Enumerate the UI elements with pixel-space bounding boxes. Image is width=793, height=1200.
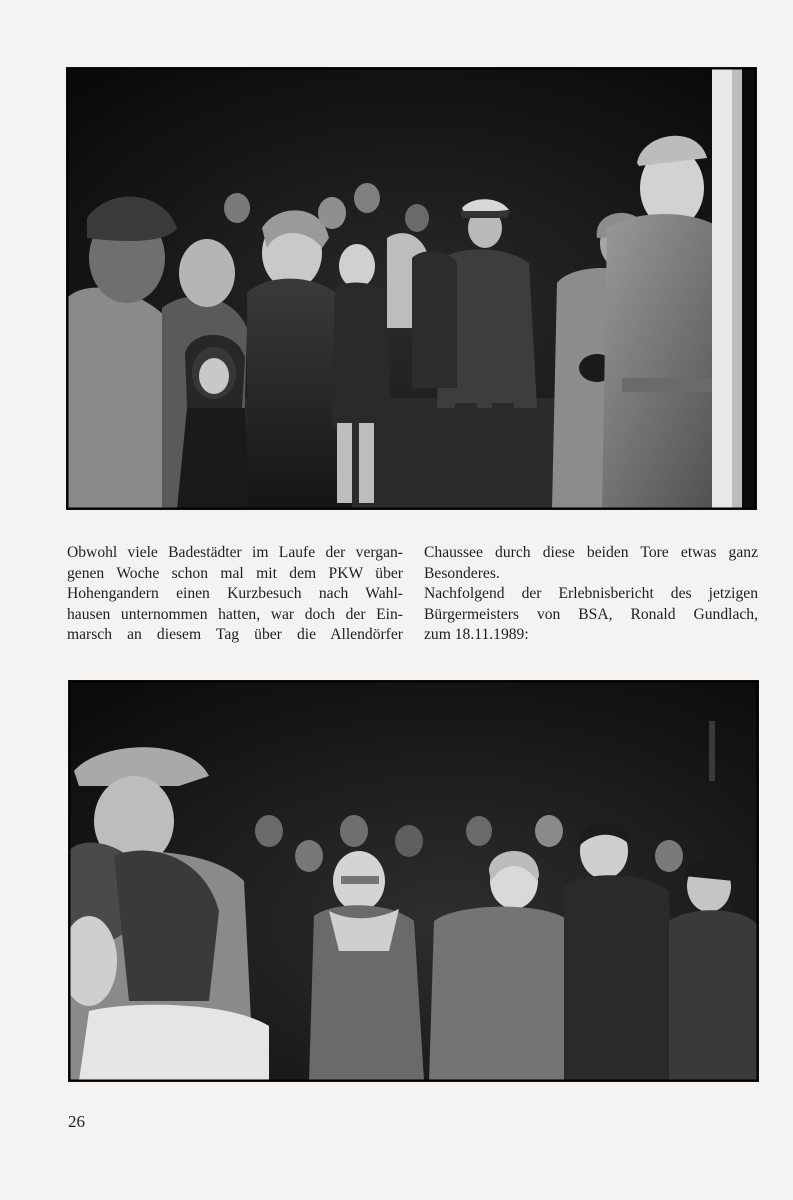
- text-line: Obwohl viele Badestädter im Laufe der vergan-: [67, 544, 403, 561]
- photo-bottom: [68, 680, 759, 1082]
- photo-top: [66, 67, 757, 510]
- text-line: genen Woche schon mal mit dem PKW über: [67, 564, 403, 582]
- text-line: zum 18.11.1989:: [424, 626, 529, 644]
- text-line: marsch an diesem Tag über die Allendörfer: [67, 626, 403, 644]
- text-column-right: [424, 543, 758, 646]
- photo-bottom-image: [69, 681, 758, 1081]
- photo-top-image: [67, 68, 756, 509]
- text-line: Hohengandern einen Kurzbesuch nach Wahl-: [67, 585, 403, 603]
- text-line: hausen unternommen hatten, war doch der Ein-: [67, 605, 403, 623]
- text-line: Bürgermeisters von BSA, Ronald Gundlach,: [424, 605, 758, 623]
- text-line: Besonderes.: [424, 564, 500, 582]
- text-column-left: [67, 543, 403, 646]
- text-line: Chaussee durch diese beiden Tore etwas ganz: [424, 544, 758, 561]
- page-number: 26: [68, 1112, 85, 1131]
- text-line: Nachfolgend der Erlebnisbericht des jetzigen: [424, 585, 758, 603]
